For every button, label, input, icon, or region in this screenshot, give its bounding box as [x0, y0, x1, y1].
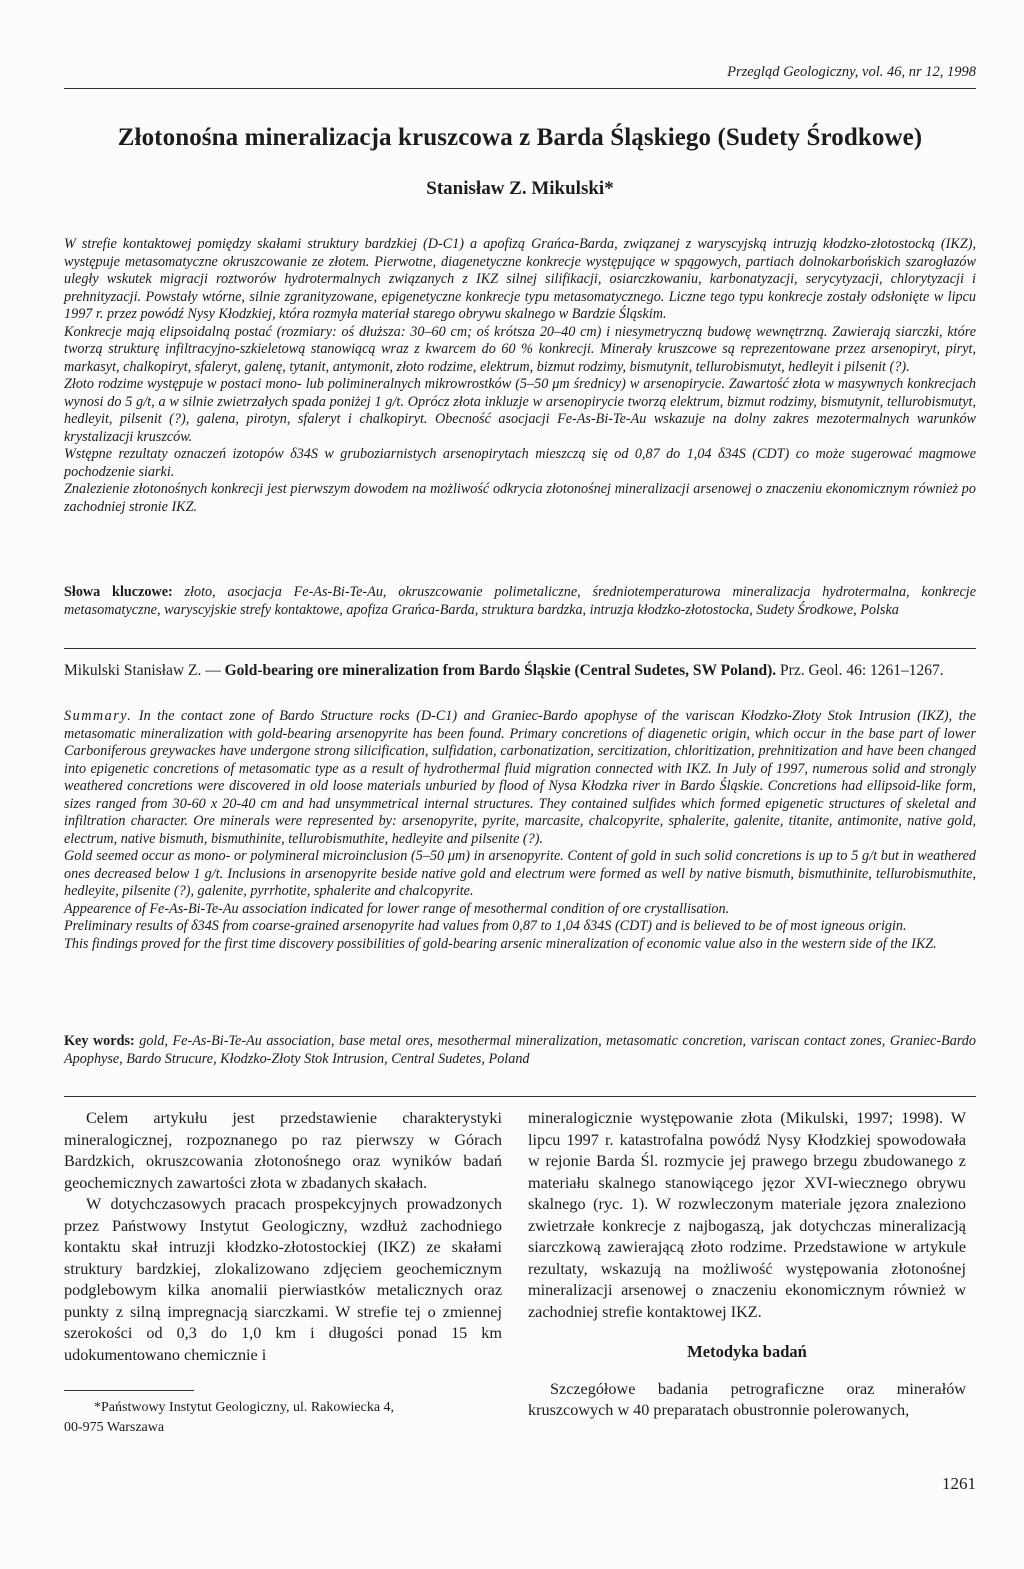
body-paragraph: mineralogicznie występowanie złota (Mikulski, 1997; 1998). W lipcu 1997 r. katastrofalna powódź Nysy Kłodzkiej spowodowała w rejonie Barda Śl. rozmycie jej prawego brzegu zbudowanego z materiału skalnego stanowiącego jęzor XVI-wiecznego obrywu skalnego (ryc. 1). W rozwleczonym materiale jęzora znaleziono zwietrzałe konkrecje z najbogaszą, jak dotychczas mineralizacją siarczkową zawierającą złoto rodzime. Przedstawione w artykule rezultaty, wskazują na możliwość występowania złotonośnej mineralizacji arsenowej o znaczeniu ekonomicznym również w zachodniej strefie kontaktowej IKZ. [528, 1109, 966, 1321]
abstract-polish [64, 236, 976, 516]
keywords-label: Słowa kluczowe: [64, 584, 173, 600]
body-column-right [528, 1108, 966, 1422]
abstract-paragraph: Znalezienie złotonośnych konkrecji jest pierwszym dowodem na możliwość odkrycia złotonośnej mineralizacji arsenowej o znaczeniu ekonomicznym również po zachodniej stronie IKZ. [64, 481, 976, 515]
article-title: Złotonośna mineralizacja kruszcowa z Barda Śląskiego (Sudety Środkowe) [117, 124, 923, 151]
summary-paragraph: Summary. In the contact zone of Bardo Structure rocks (D-C1) and Graniec-Bardo apophyse of the variscan Kłodzko-Złoty Stok Intrusion (IKZ), the metasomatic mineralization with gold-bearing arsenopyrite has been found. Primary concretions of diagenetic origin, which occur in the base part of lower Carboniferous greywackes have undergone strong silicification, sulfidation, carbonatization, sercitization, chloritization, prehnitization and have been changed into epigenetic concretions of metasomatic type as a result of hydrothermal fluid migration connected with IKZ. In July of 1997, numerous solid and strongly weathered concretions were discovered in old loose materials unburied by flood of Nysa Kłodzka river in Bardo Śląskie. Concretions had ellipsoid-like form, sizes ranged from 30-60 x 20-40 cm and had unsymmetrical internal structures. They contained sulfides which formed epigenetic structures of skeletal and infiltration character. Ore minerals were represented by: arsenopyrite, pyrite, marcasite, chalcopyrite, sphalerite, galenite, titanite, antimonite, native gold, electrum, native bismuth, bismuthinite, tellurobismuthite, hedleyite and pilsenite (?). [64, 708, 976, 847]
abstract-paragraph: Wstępne rezultaty oznaczeń izotopów δ34S w gruboziarnistych arsenopirytach mieszczą się od 0,87 do 1,04 δ34S (CDT) co może sugerować magmowe pochodzenie siarki. [64, 446, 976, 480]
footnote-divider [64, 1390, 194, 1391]
section-divider [64, 1096, 976, 1097]
citation-source: Prz. Geol. 46: 1261–1267. [780, 662, 944, 679]
keywords-text: złoto, asocjacja Fe-As-Bi-Te-Au, okruszcowanie polimetaliczne, średniotemperaturowa mineralizacja hydrotermalna, konkrecje metasomatyczne, waryscyjskie strefy kontaktowe, apofiza Grańca-Barda, struktura bardzka, intruzja kłodzko-złotostocka, Sudety Środkowe, Polska [64, 584, 976, 618]
keywords-polish [64, 584, 976, 619]
summary-paragraph: This findings proved for the first time discovery possibilities of gold-bearing arsenic mineralization of economic value also in the western side of the IKZ. [64, 935, 937, 952]
keywords-text: gold, Fe-As-Bi-Te-Au association, base metal ores, mesothermal mineralization, metasomatic concretion, variscan contact zones, Graniec-Bardo Apophyse, Bardo Strucure, Kłodzko-Złoty Stok Intrusion, Central Sudetes, Poland [64, 1033, 976, 1067]
citation-title: Gold-bearing ore mineralization from Bardo Śląskie (Central Sudetes, SW Poland). [224, 662, 777, 679]
summary-paragraph: Appearence of Fe-As-Bi-Te-Au association indicated for lower range of mesothermal condition of ore crystallisation. [64, 900, 730, 917]
footnote-line: 00-975 Warszawa [64, 1420, 165, 1435]
citation-authors: Mikulski Stanisław Z. — [64, 662, 221, 679]
body-paragraph: W dotychczasowych pracach prospekcyjnych prowadzonych przez Państwowy Instytut Geologiczny, wzdłuż zachodniego kontaktu skał intruzji kłodzko-złotostockiej (IKZ) ze skałami struktury bardzkiej, zlokalizowano zdjęciem geochemicznym podglebowym kilka anomalii pierwiastków metalicznych oraz punkty z silną impregnacją siarczkami. W strefie tej o zmiennej szerokości od 0,3 do 1,0 km i długości ponad 15 km udokumentowano chemicznie i [64, 1195, 502, 1364]
abstract-paragraph: W strefie kontaktowej pomiędzy skałami struktury bardzkiej (D-C1) a apofizą Grańca-Barda, związanej z waryscyjską intruzją kłodzko-złotostocką (IKZ), występuje metasomatyczne okruszcowanie ze złotem. Pierwotne, diagenetyczne konkrecje występujące w spągowych, partiach dolnokarbońskich szarogłazów uległy wskutek migracji roztworów hydrotermalnych związanych z IKZ silnej silifikacji, osiarczkowaniu, karbonatyzacji, serycytyzacji, chlorytyzacji i prehnityzacji. Powstały wtórne, silnie zgranityzowane, epigenetyczne konkrecje typu metasomatycznego. Liczne tego typu konkrecje zostały odsłonięte w lipcu 1997 r. przez powódź Nysy Kłodzkiej, która rozmyła materiał starego obrywu skalnego w Bardzie Śląskim. [64, 236, 976, 322]
citation [64, 660, 976, 681]
journal-header: Przegląd Geologiczny, vol. 46, nr 12, 1998 [727, 64, 976, 80]
footnote [64, 1398, 494, 1438]
footnote-line: *Państwowy Instytut Geologiczny, ul. Rakowiecka 4, [94, 1400, 395, 1415]
body-paragraph: Szczegółowe badania petrograficzne oraz minerałów kruszcowych w 40 preparatach obustronnie polerowanych, [528, 1379, 966, 1419]
summary-english [64, 708, 976, 953]
body-column-left [64, 1108, 502, 1366]
abstract-paragraph: Konkrecje mają elipsoidalną postać (rozmiary: oś dłuższa: 30–60 cm; oś krótsza 20–40 cm) i niesymetryczną budowę wewnętrzną. Zawierają siarczki, które tworzą strukturę infiltracyjno-szkieletową stanowiącą wraz z kwarcem do 60 % konkrecji. Minerały kruszcowe są reprezentowane przez arsenopiryt, piryt, markasyt, chalkopiryt, sfaleryt, galenę, tytanit, antymonit, złoto rodzime, elektrum, bizmut rodzimy, bismutynit, tellurobismutyt, hedleyit i pilsenit (?). [64, 323, 976, 375]
summary-lead: Summary. [64, 708, 133, 724]
keywords-label: Key words: [64, 1033, 135, 1049]
section-heading: Metodyka badań [687, 1342, 807, 1361]
section-divider [64, 648, 976, 649]
summary-paragraph: Preliminary results of δ34S from coarse-grained arsenopyrite had values from 0,87 to 1,04 δ34S (CDT) and is believed to be of most igneous origin. [64, 918, 907, 934]
summary-paragraph: Gold seemed occur as mono- or polymineral microinclusion (5–50 μm) in arsenopyrite. Content of gold in such solid concretions is up to 5 g/t but in weathered ones decreased below 1 g/t. Inclusions in arsenopyrite beside native gold and electrum were formed as well by native bismuth, bismuthinite, tellurobismuthite, hedleyite, pilsenite (?), galenite, pyrrhotite, sphalerite and chalcopyrite. [64, 848, 976, 899]
body-paragraph: Celem artykułu jest przedstawienie charakterystyki mineralogicznej, rozpoznanego po raz pierwszy w Górach Bardzkich, okruszcowania złotonośnego oraz wyników badań geochemicznych zawartości złota w zbadanych skałach. [64, 1109, 502, 1192]
page-number: 1261 [942, 1474, 976, 1493]
abstract-paragraph: Złoto rodzime występuje w postaci mono- lub polimineralnych mikrowrostków (5–50 μm średnicy) w arsenopirycie. Zawartość złota w masywnych konkrecjach wynosi do 5 g/t, a w silnie zwietrzałych spada poniżej 1 g/t. Oprócz złota inkluzje w arsenopirycie tworzą elektrum, bizmut rodzimy, bismutynit, tellurobismutyt, hedleyit, pilsenit (?), galena, pirotyn, sfaleryt i chalkopiryt. Obecność asocjacji Fe-As-Bi-Te-Au wskazuje na dolny zakres mezotermalnych warunków krystalizacji kruszców. [64, 376, 976, 445]
header-divider [64, 88, 976, 89]
article-author: Stanisław Z. Mikulski* [426, 178, 614, 199]
keywords-english [64, 1033, 976, 1068]
